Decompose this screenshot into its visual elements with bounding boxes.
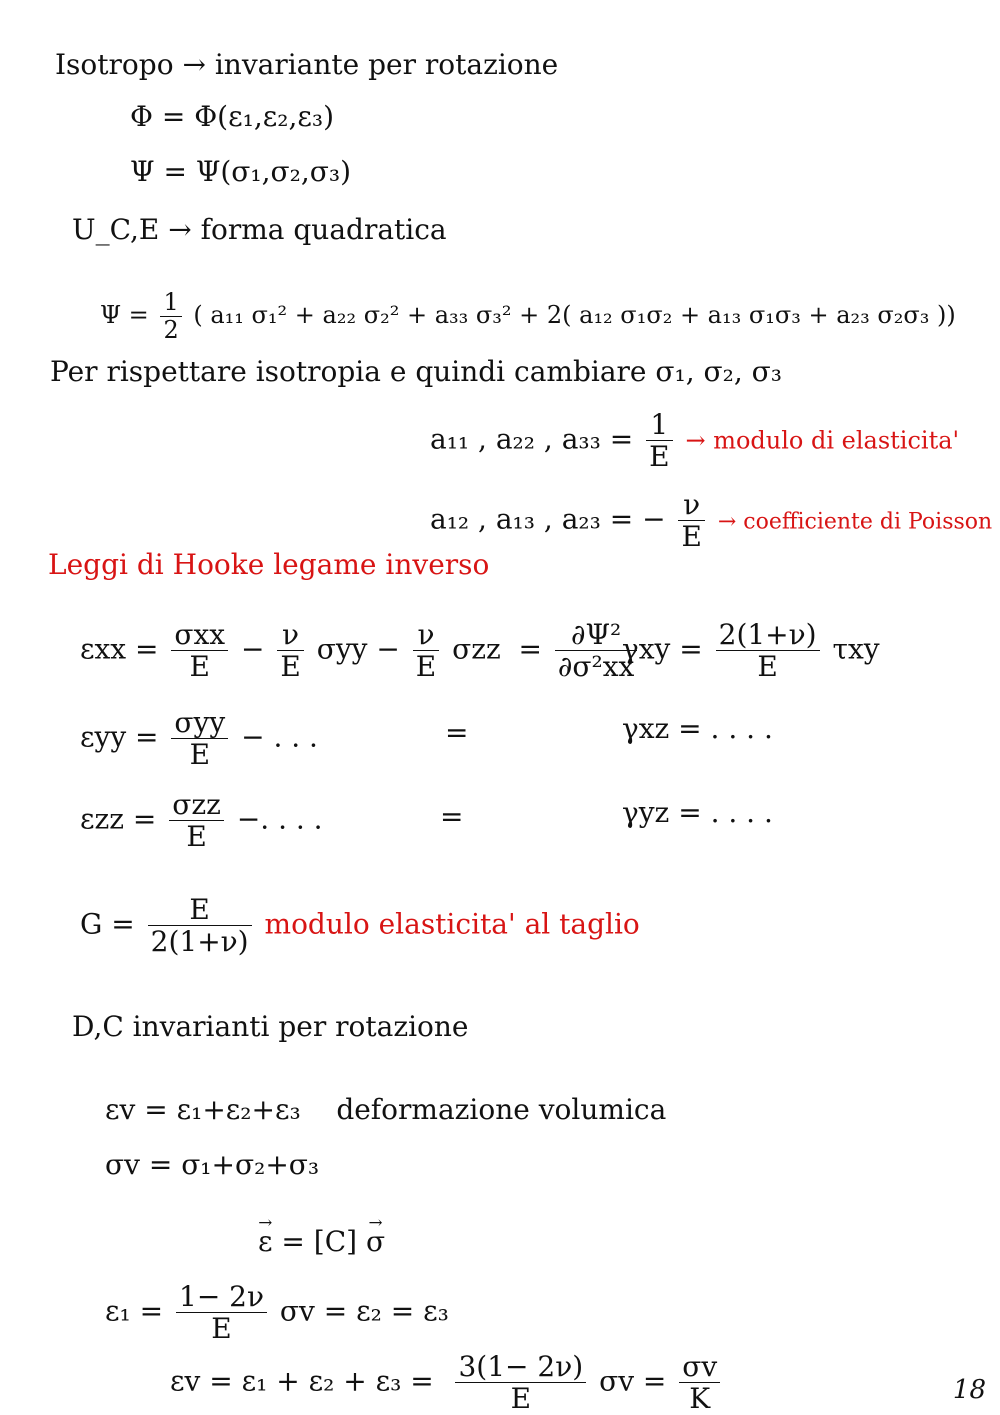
modulo-elasticita-label: → modulo di elasticita' [685, 426, 960, 455]
volumetric-strain-line [105, 1093, 666, 1127]
ezz-equals: = [440, 800, 464, 833]
e1-equation [105, 1282, 449, 1344]
equals-sign: = [518, 632, 542, 666]
page-number: 18 [952, 1375, 986, 1405]
g-lhs: G = [80, 907, 135, 941]
hooke-heading: Leggi di Hooke legame inverso [48, 548, 490, 581]
ev-final-mid: σv = [599, 1364, 667, 1398]
minus-sign: − [240, 632, 265, 666]
gxy-tail: τxy [832, 632, 880, 666]
volumetric-stress-line: σv = σ₁+σ₂+σ₃ [105, 1148, 320, 1181]
e1-fraction: $\frac{1- 2\nu}{E}$ [176, 1282, 267, 1344]
eyy-tail: − . . . [241, 720, 318, 754]
strain-vector: → ε [258, 1225, 273, 1259]
dc-invarianti-line: D,C invarianti per rotazione [72, 1010, 469, 1043]
a-offdiag-lhs: a₁₂ , a₁₃ , a₂₃ = − [430, 502, 666, 536]
ev-label: deformazione volumica [336, 1093, 667, 1126]
gxy-fraction: $\frac{2(1+\nu)}{E}$ [716, 620, 820, 682]
eyy-fraction: $\frac{\text{σyy}}{E}$ [171, 708, 228, 770]
heading-isotropo: Isotropo → invariante per rotazione [55, 48, 559, 81]
psi-expansion [100, 290, 956, 343]
g-fraction: $\frac{E}{2(1+\nu)}$ [148, 895, 252, 957]
exx-equation [80, 620, 641, 682]
ev-definition: εv = ε₁+ε₂+ε₃ [105, 1093, 301, 1126]
gxy-equation [622, 620, 880, 682]
eyy-equals: = [445, 716, 469, 749]
quadratic-form-line: U_C,E → forma quadratica [72, 213, 447, 246]
stress-vector: → σ [366, 1225, 385, 1259]
gyz-equation: γyz = . . . . [622, 796, 773, 829]
gxy-lhs: γxy = [622, 632, 703, 666]
gxz-equation: γxz = . . . . [622, 712, 773, 745]
bulk-modulus-fraction: $\frac{\sigma v}{K}$ [679, 1352, 720, 1414]
a-offdiag-line [430, 490, 992, 552]
exx-lhs: εxx = [80, 632, 159, 666]
shear-modulus-label: modulo elasticita' al taglio [264, 907, 640, 941]
ev-final-lhs: εv = ε₁ + ε₂ + ε₃ = [170, 1364, 434, 1398]
ezz-lhs: εzz = [80, 802, 157, 836]
exx-frac3: $\frac{\nu}{E}$ [413, 620, 439, 682]
exx-term3: σzz [452, 632, 501, 666]
phi-equation: Φ = Φ(ε₁,ε₂,ε₃) [130, 100, 335, 133]
a-diagonal-line [430, 410, 959, 472]
poisson-label: → coefficiente di Poisson [717, 509, 993, 535]
stiffness-matrix: = [C] [281, 1225, 358, 1258]
a-diagonal-fraction: $\frac{1}{E}$ [646, 410, 672, 472]
ev-final-fraction: $\frac{3(1- 2\nu)}{E}$ [455, 1352, 586, 1414]
ev-final-equation [170, 1352, 724, 1414]
psi-rhs: ( a₁₁ σ₁² + a₂₂ σ₂² + a₃₃ σ₃² + 2( a₁₂ σ₁σ₂ + a₁₃ σ₁σ₃ + a₂₃ σ₂σ₃ )) [193, 301, 956, 330]
ezz-tail: −. . . . [236, 802, 323, 836]
e1-tail: σv = ε₂ = ε₃ [279, 1294, 449, 1328]
rispettare-line: Per rispettare isotropia e quindi cambiare σ₁, σ₂, σ₃ [50, 355, 783, 388]
shear-modulus-equation [80, 895, 640, 957]
ezz-equation [80, 790, 323, 852]
psi-lhs: Ψ = [100, 301, 149, 330]
eyy-equation [80, 708, 318, 770]
a-diagonal-lhs: a₁₁ , a₂₂ , a₃₃ = [430, 422, 634, 456]
e1-lhs: ε₁ = [105, 1294, 164, 1328]
exx-frac2: $\frac{\nu}{E}$ [277, 620, 303, 682]
eyy-lhs: εyy = [80, 720, 159, 754]
a-offdiag-fraction: $\frac{\nu}{E}$ [678, 490, 704, 552]
half-fraction: $\frac{1}{2}$ [160, 290, 181, 343]
exx-frac4: $\frac{\text{∂Ψ²}}{\text{∂σ²xx}}$ [555, 620, 637, 682]
constitutive-vector-eq [258, 1225, 385, 1259]
exx-frac1: $\frac{\text{σxx}}{E}$ [171, 620, 228, 682]
ezz-fraction: $\frac{\text{σzz}}{E}$ [169, 790, 224, 852]
psi-equation: Ψ = Ψ(σ₁,σ₂,σ₃) [130, 155, 352, 188]
exx-term2: σyy − [316, 632, 400, 666]
